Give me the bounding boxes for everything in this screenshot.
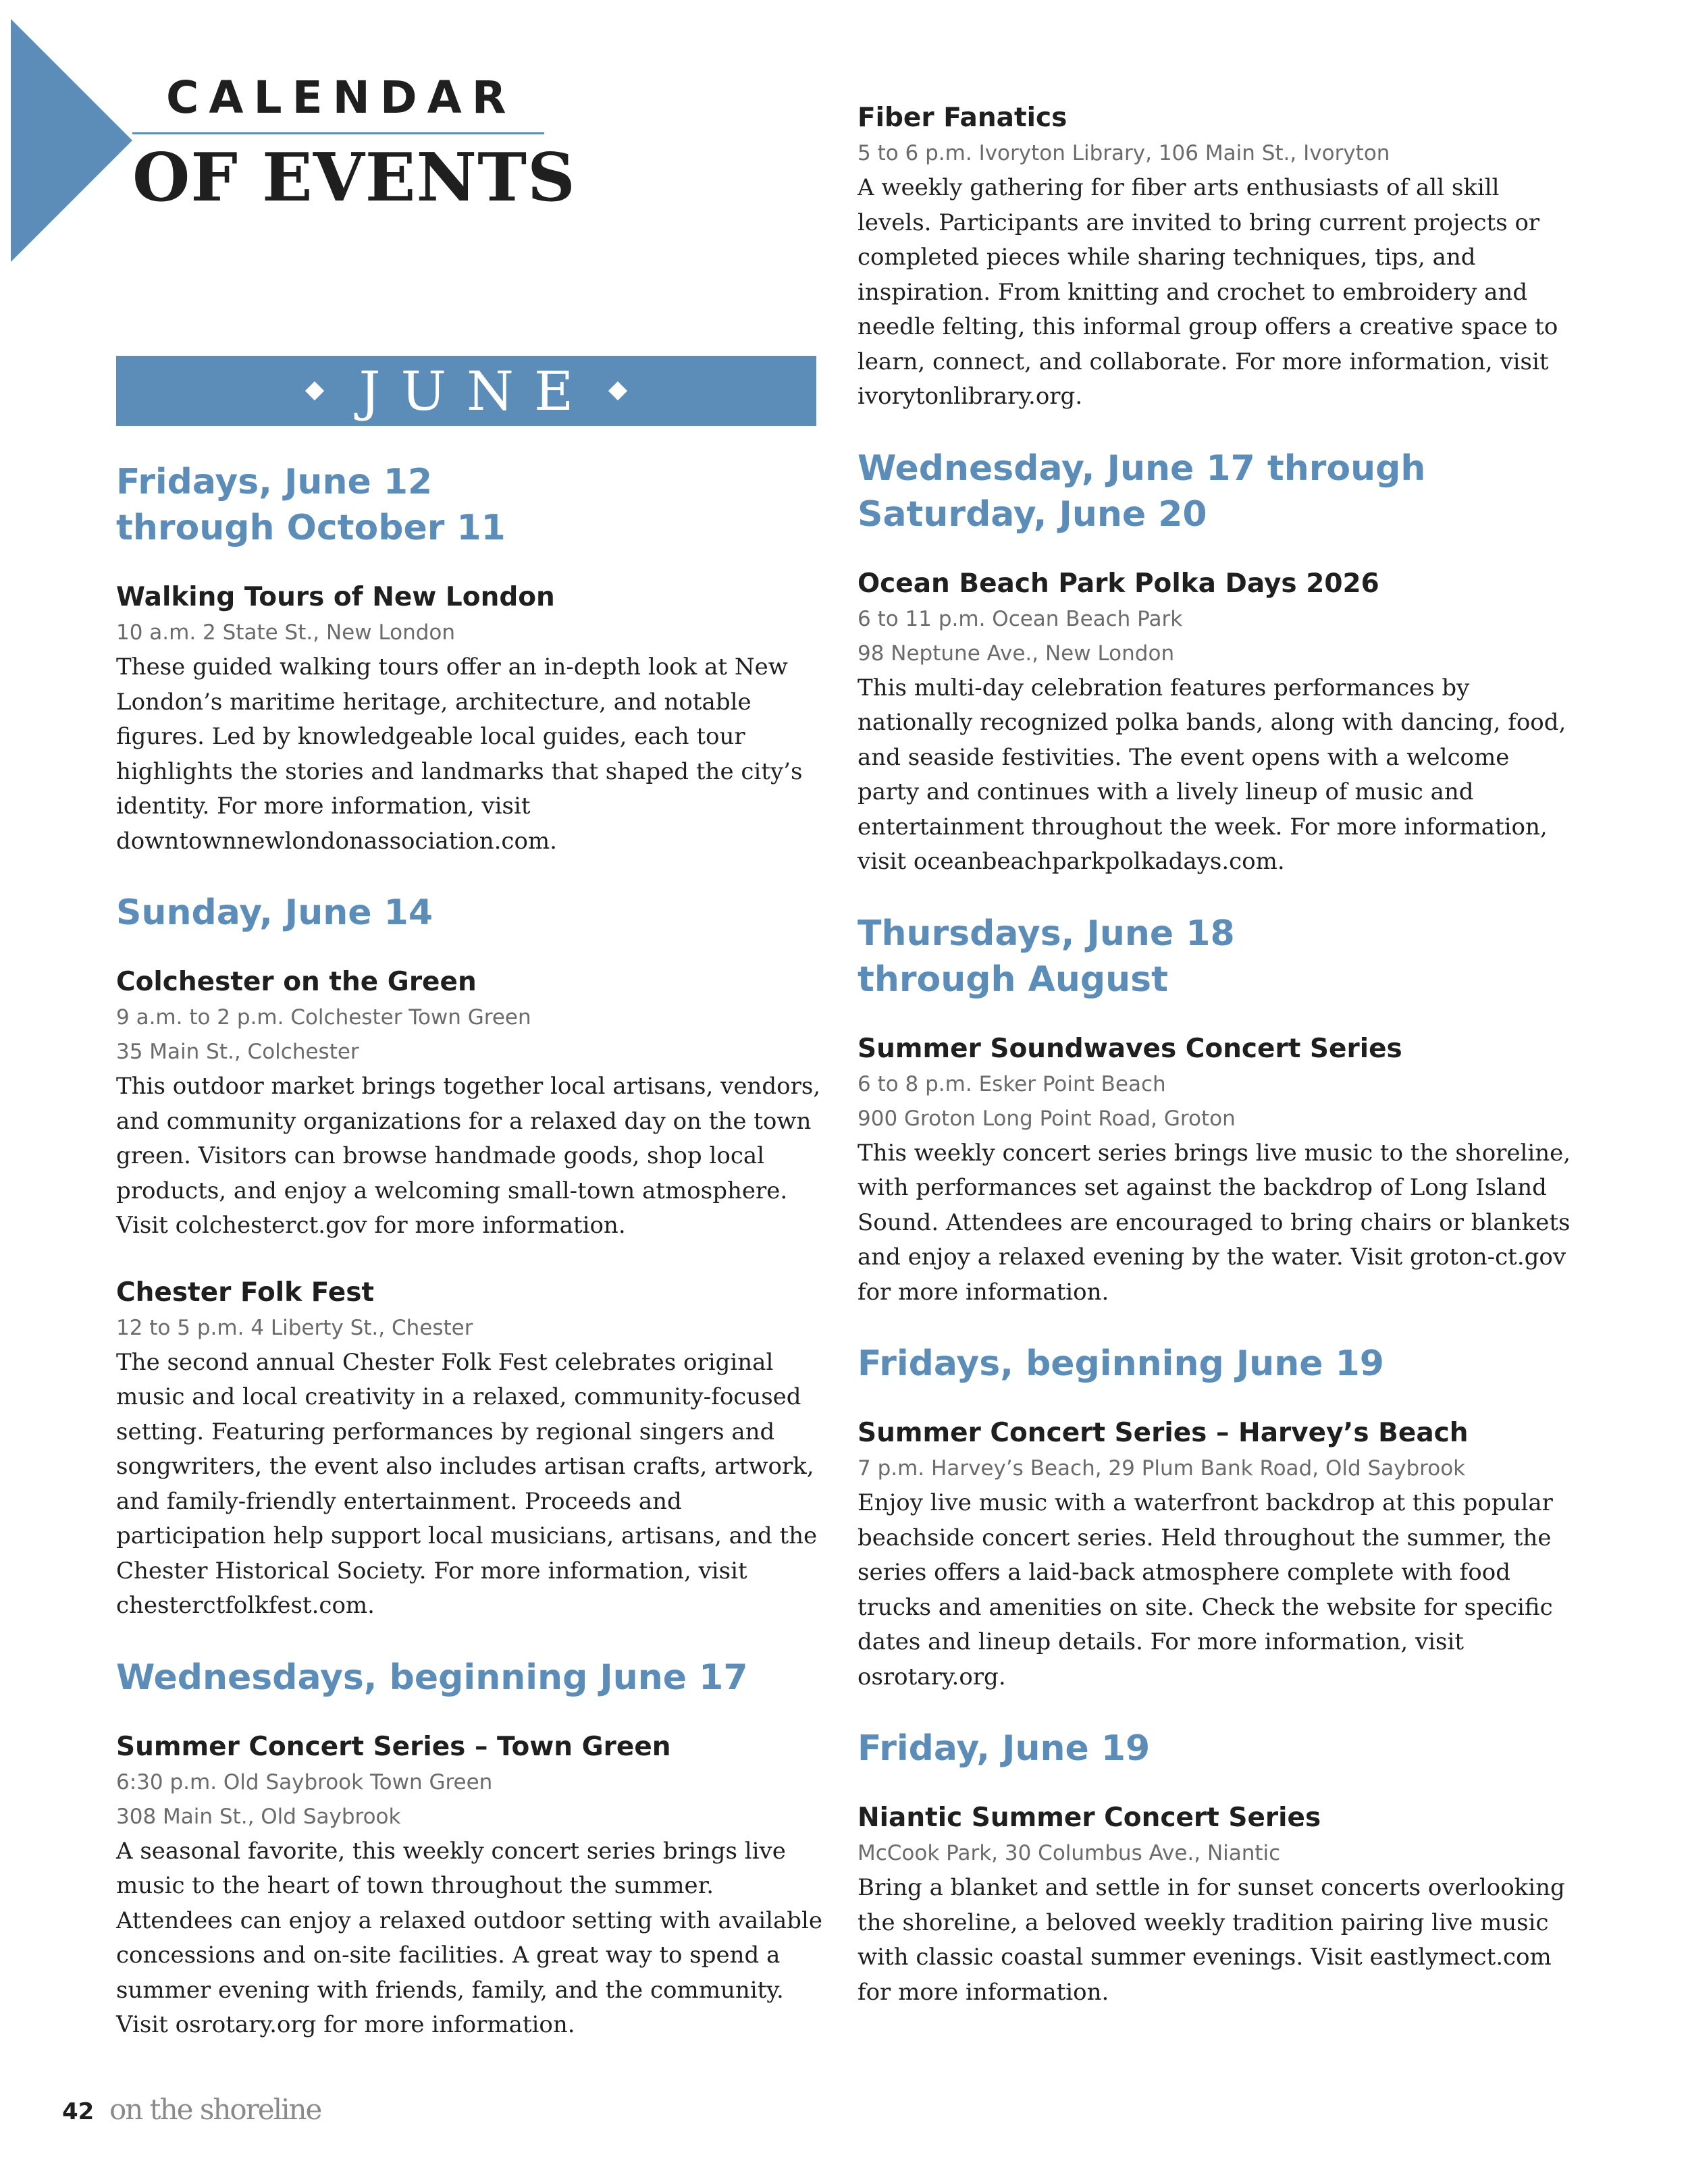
date-heading bbox=[116, 459, 825, 551]
diamond-right-icon bbox=[608, 381, 627, 400]
event-description: This outdoor market brings together local artisans, vendors, and community organizations for a relaxed day on the town green. Visitors can browse handmade goods, shop local products, and enjoy a welcoming small-town atmosphere. Visit colchesterct.gov for more information. bbox=[116, 1073, 821, 1239]
event-summer-soundwaves bbox=[858, 1031, 1573, 1310]
event-description: Enjoy live music with a waterfront backdrop at this popular beachside concert series. Held throughout the summer, the series offers a laid-back atmosphere complete with food trucks and amenities on site. Check the website for specific dates and lineup details. For more information, visit osrotary.org. bbox=[858, 1489, 1553, 1690]
event-summer-concert-town-green bbox=[116, 1729, 825, 2043]
event-meta: McCook Park, 30 Columbus Ave., Niantic bbox=[858, 1841, 1281, 1865]
event-meta: 7 p.m. Harvey’s Beach, 29 Plum Bank Road, Old Saybrook bbox=[858, 1456, 1466, 1481]
event-summer-concert-harveys-beach bbox=[858, 1415, 1573, 1695]
magazine-name: on the shoreline bbox=[109, 2093, 321, 2126]
event-walking-tours bbox=[116, 579, 825, 859]
event-meta: 10 a.m. 2 State St., New London bbox=[116, 620, 456, 645]
event-fiber-fanatics bbox=[858, 100, 1573, 415]
page-title-calendar: CALENDAR bbox=[166, 72, 517, 124]
date-heading-line: Wednesdays, beginning June 17 bbox=[116, 1657, 748, 1698]
date-heading-line: through August bbox=[858, 959, 1168, 1000]
date-heading bbox=[116, 890, 825, 936]
event-polka-days bbox=[858, 566, 1573, 880]
event-title: Summer Concert Series – Harvey’s Beach bbox=[858, 1418, 1469, 1448]
event-title: Walking Tours of New London bbox=[116, 582, 555, 612]
date-heading-line: through October 11 bbox=[116, 508, 506, 548]
left-column bbox=[116, 459, 825, 2043]
date-heading-line: Fridays, June 12 bbox=[116, 462, 433, 502]
page-number: 42 bbox=[62, 2098, 95, 2125]
event-meta: 900 Groton Long Point Road, Groton bbox=[858, 1106, 1236, 1131]
event-title: Niantic Summer Concert Series bbox=[858, 1803, 1321, 1833]
date-heading-line: Friday, June 19 bbox=[858, 1728, 1151, 1769]
date-heading bbox=[858, 911, 1573, 1003]
event-description: These guided walking tours offer an in-depth look at New London’s maritime heritage, architecture, and notable figures. Led by knowledgeable local guides, each tour highlights the stories and landmarks that shaped the city’s identity. For more information, visit downtownnewlondonassociation.com. bbox=[116, 654, 803, 855]
date-heading-line: Wednesday, June 17 through bbox=[858, 448, 1426, 489]
event-meta: 5 to 6 p.m. Ivoryton Library, 106 Main St., Ivoryton bbox=[858, 141, 1390, 165]
event-title: Summer Concert Series – Town Green bbox=[116, 1731, 671, 1762]
event-description: This weekly concert series brings live music to the shoreline, with performances set against the backdrop of Long Island Sound. Attendees are encouraged to bring chairs or blankets and enjoy a relaxed evening by the water. Visit groton-ct.gov for more information. bbox=[858, 1139, 1571, 1306]
event-meta: 35 Main St., Colchester bbox=[116, 1040, 359, 1064]
event-description: The second annual Chester Folk Fest celebrates original music and local creativity in a relaxed, community-focused setting. Featuring performances by regional singers and songwriters, the event also includes artisan crafts, artwork, and family-friendly entertainment. Proceeds and participation help support local musicians, artisans, and the Chester Historical Society. For more information, visit chesterctfolkfest.com. bbox=[116, 1348, 818, 1619]
date-heading-line: Saturday, June 20 bbox=[858, 494, 1207, 535]
event-meta: 308 Main St., Old Saybrook bbox=[116, 1804, 401, 1829]
event-meta: 12 to 5 p.m. 4 Liberty St., Chester bbox=[116, 1315, 473, 1340]
event-colchester-on-the-green bbox=[116, 964, 825, 1244]
date-heading bbox=[116, 1655, 825, 1701]
month-banner bbox=[116, 356, 816, 426]
date-heading-line: Thursdays, June 18 bbox=[858, 913, 1235, 954]
date-heading-line: Sunday, June 14 bbox=[116, 893, 433, 933]
event-title: Colchester on the Green bbox=[116, 967, 477, 997]
event-meta: 98 Neptune Ave., New London bbox=[858, 641, 1175, 666]
event-meta: 9 a.m. to 2 p.m. Colchester Town Green bbox=[116, 1005, 531, 1030]
page-title-events: OF EVENTS bbox=[132, 139, 576, 217]
event-title: Fiber Fanatics bbox=[858, 103, 1067, 133]
event-chester-folk-fest bbox=[116, 1275, 825, 1624]
event-meta: 6 to 8 p.m. Esker Point Beach bbox=[858, 1071, 1166, 1096]
right-column bbox=[858, 100, 1573, 2010]
title-divider bbox=[132, 132, 544, 134]
event-title: Ocean Beach Park Polka Days 2026 bbox=[858, 568, 1379, 599]
diamond-left-icon bbox=[305, 381, 323, 400]
date-heading bbox=[858, 1726, 1573, 1772]
event-meta: 6 to 11 p.m. Ocean Beach Park bbox=[858, 606, 1183, 631]
event-description: A seasonal favorite, this weekly concert series brings live music to the heart of town throughout the summer. Attendees can enjoy a relaxed outdoor setting with available concessions and on-site facilities. A great way to spend a summer evening with friends, family, and the community. Visit osrotary.org for more information. bbox=[116, 1837, 822, 2038]
event-title: Summer Soundwaves Concert Series bbox=[858, 1033, 1402, 1064]
event-description: A weekly gathering for fiber arts enthusiasts of all skill levels. Participants are invited to bring current projects or completed pieces while sharing techniques, tips, and inspiration. From knitting and crochet to embroidery and needle felting, this informal group offers a creative space to learn, connect, and collaborate. For more information, visit ivorytonlibrary.org. bbox=[858, 174, 1558, 410]
event-meta: 6:30 p.m. Old Saybrook Town Green bbox=[116, 1769, 493, 1794]
month-label: JUNE bbox=[359, 359, 594, 423]
date-heading bbox=[858, 446, 1573, 537]
date-heading bbox=[858, 1341, 1573, 1387]
event-title: Chester Folk Fest bbox=[116, 1277, 375, 1308]
event-niantic-concert bbox=[858, 1800, 1573, 2010]
event-description: Bring a blanket and settle in for sunset concerts overlooking the shoreline, a beloved weekly tradition pairing live music with classic coastal summer evenings. Visit eastlymect.com for more information. bbox=[858, 1874, 1565, 2006]
corner-triangle-decoration bbox=[11, 19, 132, 262]
event-description: This multi-day celebration features performances by nationally recognized polka bands, along with dancing, food, and seaside festivities. The event opens with a welcome party and continues with a lively lineup of music and entertainment throughout the week. For more information, visit oceanbeachparkpolkadays.com. bbox=[858, 674, 1566, 875]
date-heading-line: Fridays, beginning June 19 bbox=[858, 1343, 1384, 1384]
